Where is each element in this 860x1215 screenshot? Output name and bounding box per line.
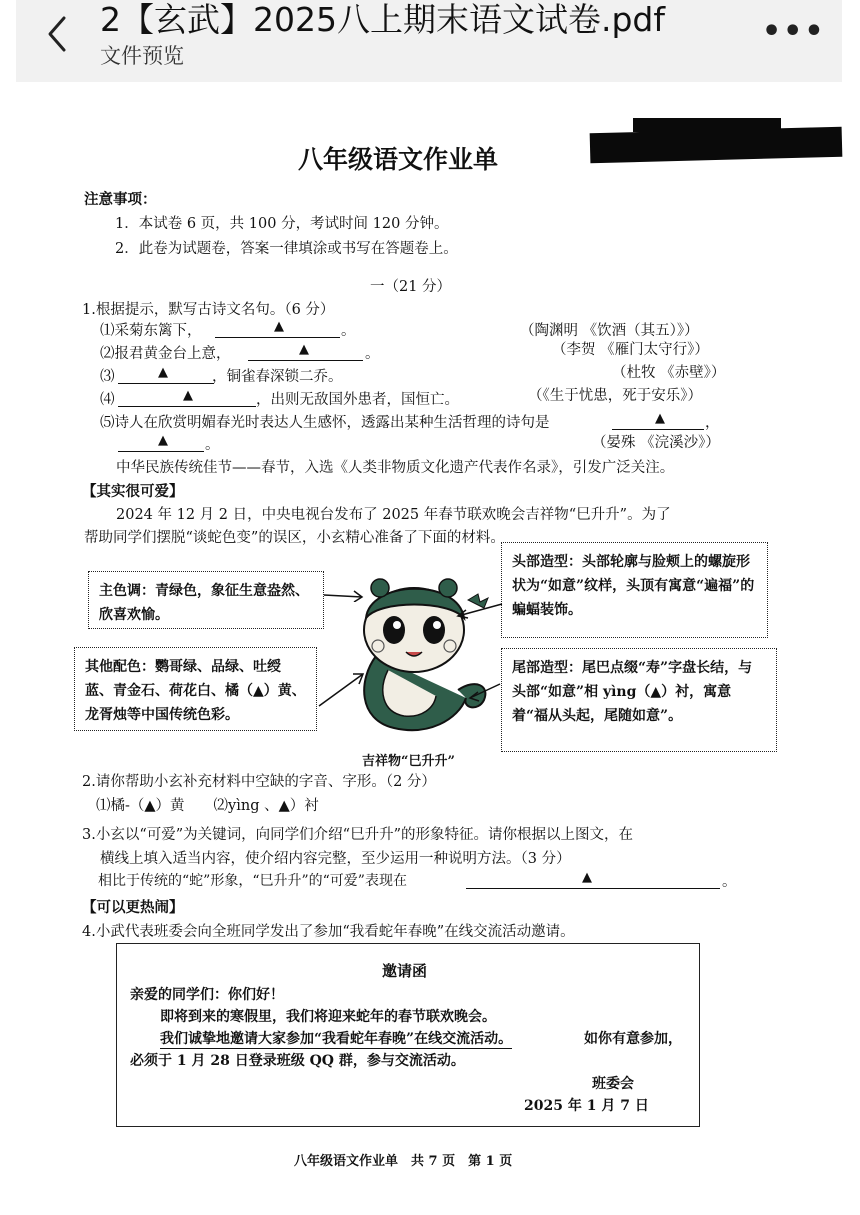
punct-period: 。 [205, 437, 220, 453]
answer-blank [612, 429, 704, 430]
document-title: 八年级语文作业单 [298, 145, 499, 174]
q1-item-3-source: （杜牧 《赤壁》） [612, 365, 726, 381]
answer-blank [118, 451, 204, 452]
q1-item-4-text: ，出则无敌国外患者，国恒亡。 [256, 392, 459, 408]
more-dots-icon[interactable]: ••• [762, 14, 826, 49]
document-page [0, 90, 860, 1215]
notice-item-1: 1．本试卷 6 页，共 100 分，考试时间 120 分钟。 [115, 216, 449, 232]
punct-period: 。 [341, 323, 356, 339]
part-heading-cute: 【其实很可爱】 [82, 483, 184, 500]
answer-blank [466, 888, 720, 889]
q1-item-3-text: ，铜雀春深锁二乔。 [212, 369, 343, 385]
invitation-greeting: 亲爱的同学们：你们好！ [130, 987, 284, 1003]
info-box-tail: 尾部造型：尾巴点缀“寿”字盘长结，与头部“如意”相 yìng（▲）衬，寓意着“福从头起，尾随如意”。 [501, 648, 777, 752]
triangle-marker: ▲ [274, 319, 284, 334]
arrow-icon [454, 600, 504, 620]
question-3-line-2: 横线上填入适当内容，使介绍内容完整，至少运用一种说明方法。（3 分） [100, 851, 571, 867]
answer-blank [118, 406, 256, 407]
question-3-line-1: 3.小玄以“可爱”为关键词，向同学们介绍“巳升升”的形象特征。请你根据以上图文，在 [82, 827, 633, 843]
q1-item-5-source: （晏殊 《浣溪沙》） [592, 435, 720, 451]
question-2-items: ⑴橘-（▲）黄 ⑵yìng 、▲）衬 [96, 798, 319, 814]
triangle-marker: ▲ [158, 433, 168, 448]
question-3-line-3: 相比于传统的“蛇”形象，“巳升升”的“可爱”表现在 [98, 873, 407, 889]
chevron-left-icon[interactable] [42, 12, 72, 56]
q1-item-5: ⑸诗人在欣赏明媚春光时表达人生感怀，透露出某种生活哲理的诗句是 [100, 415, 550, 431]
page-footer: 八年级语文作业单 共 7 页 第 1 页 [294, 1154, 513, 1169]
q1-item-2-source: （李贺 《雁门太守行》） [552, 342, 709, 358]
mascot-caption: 吉祥物“巳升升” [362, 754, 455, 769]
triangle-marker: ▲ [582, 870, 592, 885]
notice-heading: 注意事项： [84, 191, 157, 208]
arrow-icon [466, 680, 502, 704]
punct-period: 。 [722, 874, 737, 890]
triangle-marker: ▲ [158, 365, 168, 380]
question-1: 1.根据提示，默写古诗文名句。（6 分） [82, 302, 335, 318]
redaction-bar [590, 127, 843, 164]
invitation-line-2-tail: 如你有意参加， [584, 1031, 682, 1047]
info-box-head: 头部造型：头部轮廓与脸颊上的螺旋形状为“如意”纹样，头顶有寓意“遍福”的蝙蝠装饰。 [501, 542, 768, 638]
invitation-line-1: 即将到来的寒假里，我们将迎来蛇年的春节联欢晚会。 [160, 1009, 496, 1025]
q1-item-1-source: （陶渊明 《饮酒（其五）》） [520, 323, 699, 339]
invitation-signature: 班委会 [592, 1076, 634, 1092]
punct-comma: ， [705, 415, 720, 431]
arrow-icon [317, 670, 367, 710]
paragraph-mascot-2: 帮助同学们摆脱“谈蛇色变”的误区，小玄精心准备了下面的材料。 [84, 530, 505, 546]
invitation-title: 邀请函 [382, 962, 428, 980]
question-2: 2.请你帮助小玄补充材料中空缺的字音、字形。（2 分） [82, 774, 436, 790]
invitation-line-2: 我们诚挚地邀请大家参加“我看蛇年春晚”在线交流活动。 [160, 1028, 512, 1049]
punct-period: 。 [365, 346, 380, 362]
invitation-date: 2025 年 1 月 7 日 [524, 1098, 649, 1114]
notice-item-2: 2．此卷为试题卷，答案一律填涂或书写在答题卷上。 [115, 241, 458, 257]
answer-blank [248, 360, 363, 361]
triangle-marker: ▲ [655, 411, 665, 426]
section-heading: 一（21 分） [370, 279, 452, 295]
q1-item-3-num: ⑶ [100, 369, 115, 385]
answer-blank [215, 337, 340, 338]
triangle-marker: ▲ [183, 388, 193, 403]
q1-item-4-source: （《生于忧患，死于安乐》） [528, 388, 702, 404]
q1-item-4-num: ⑷ [100, 392, 115, 408]
info-box-other-colors: 其他配色：鹦哥绿、品绿、吐绶蓝、青金石、荷花白、橘（▲）黄、龙胥烛等中国传统色彩。 [74, 647, 317, 731]
intro-paragraph: 中华民族传统佳节——春节，入选《人类非物质文化遗产代表作名录》，引发广泛关注。 [116, 460, 675, 476]
invitation-line-3: 必须于 1 月 28 日登录班级 QQ 群，参与交流活动。 [130, 1053, 465, 1069]
info-box-main-color: 主色调：青绿色，象征生意盎然、欣喜欢愉。 [88, 571, 324, 629]
question-4: 4.小武代表班委会向全班同学发出了参加“我看蛇年春晚”在线交流活动邀请。 [82, 924, 575, 940]
q1-item-2: ⑵报君黄金台上意， [100, 346, 231, 362]
file-name-title: 2【玄武】2025八上期末语文试卷.pdf [100, 0, 665, 39]
arrow-icon [322, 588, 366, 602]
q1-item-1: ⑴采菊东篱下， [100, 323, 202, 339]
paragraph-mascot-1: 2024 年 12 月 2 日，中央电视台发布了 2025 年春节联欢晚会吉祥物“巳升升”。为了 [116, 507, 671, 523]
file-preview-subtitle: 文件预览 [100, 44, 184, 68]
part-heading-lively: 【可以更热闹】 [82, 899, 184, 916]
answer-blank [118, 383, 214, 384]
triangle-marker: ▲ [299, 342, 309, 357]
